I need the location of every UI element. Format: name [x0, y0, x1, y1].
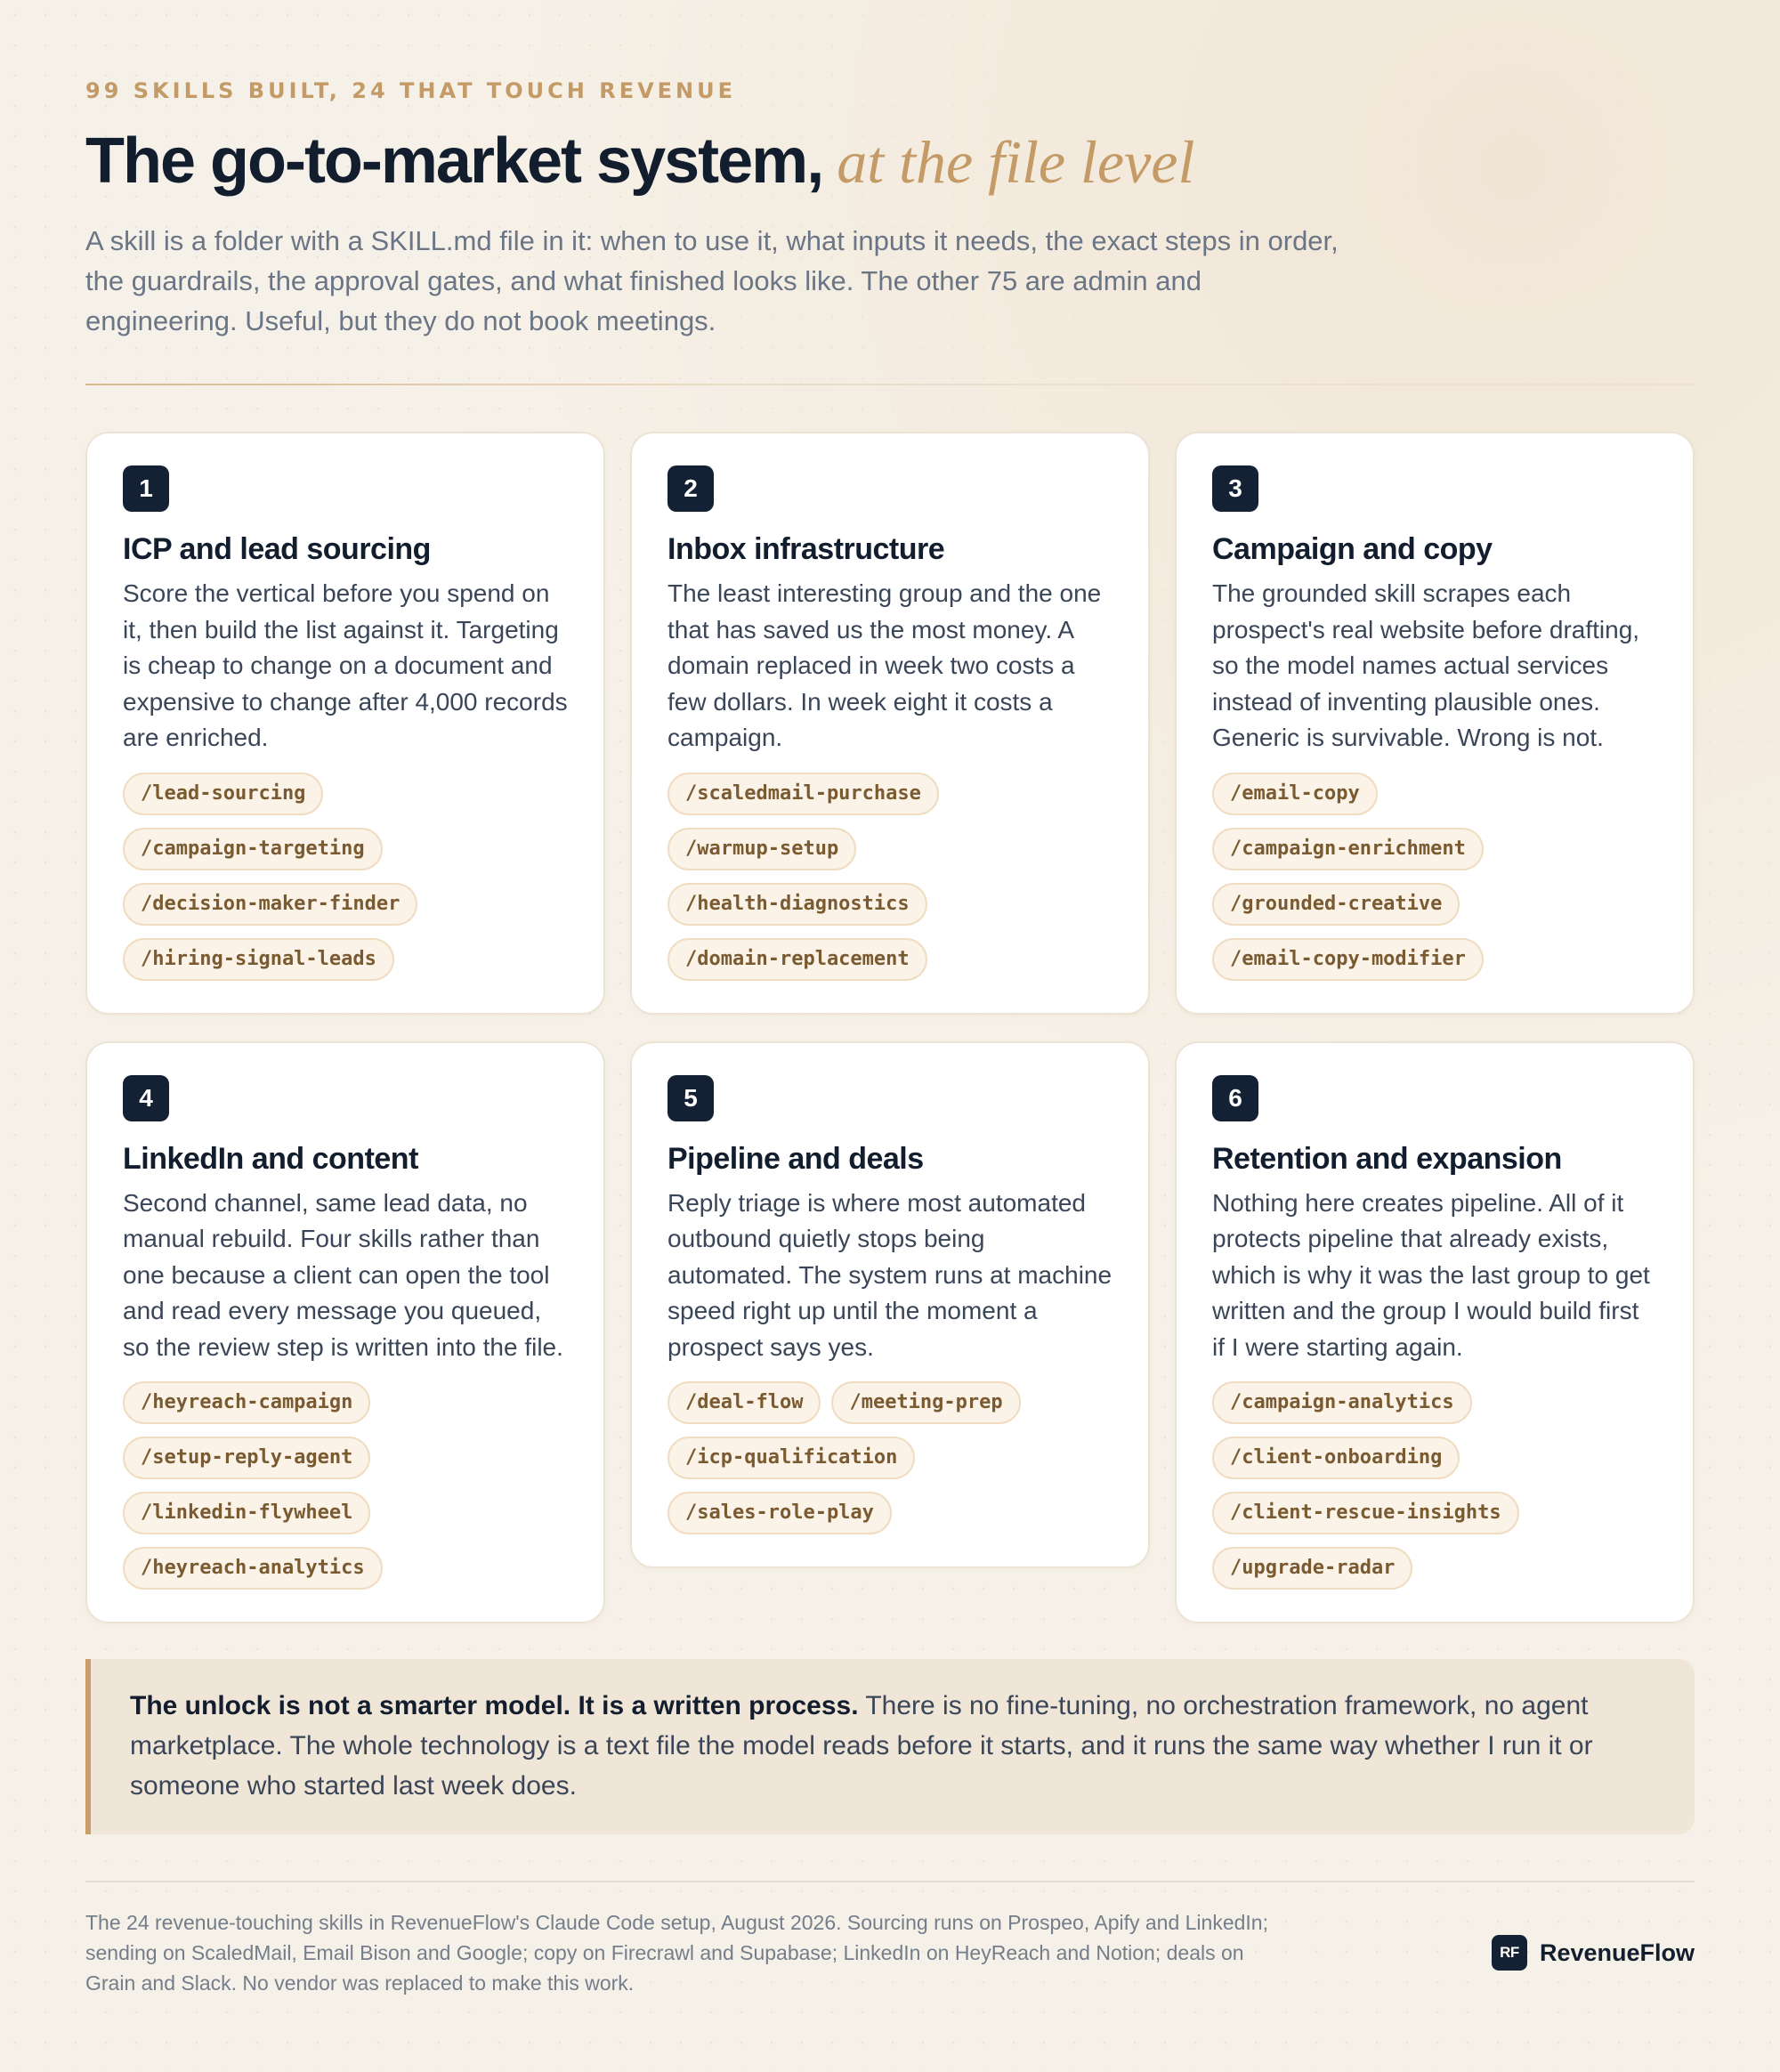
skill-chip-list — [1212, 773, 1657, 981]
skill-group-card — [1175, 1041, 1695, 1624]
group-title: Inbox infrastructure — [668, 532, 945, 566]
skill-chip: /campaign-targeting — [123, 828, 383, 870]
skill-chip: /health-diagnostics — [668, 883, 927, 926]
group-description: Reply triage is where most automated outbound quietly stops being automated. The system runs at machine speed right up until the moment a prospect says yes. — [668, 1188, 1112, 1361]
skill-chip-list — [668, 1381, 1112, 1534]
group-number-badge: 4 — [123, 1075, 169, 1121]
skill-chip: /email-copy — [1212, 773, 1378, 815]
group-description: Nothing here creates pipeline. All of it protects pipeline that already exists, which is why it was the last group to get written and the group I would build first if I were starting again. — [1212, 1188, 1650, 1361]
skill-chip: /warmup-setup — [668, 828, 856, 870]
skill-chip: /heyreach-analytics — [123, 1547, 383, 1590]
skill-chip: /email-copy-modifier — [1212, 938, 1484, 981]
skill-chip-list — [668, 773, 1112, 981]
group-title: LinkedIn and content — [123, 1141, 418, 1176]
skill-group-card — [85, 1041, 605, 1624]
group-description: Score the vertical before you spend on it, then build the list against it. Targeting is cheap to change on a document and expensive to change after 4,000 records are enriched. — [123, 579, 568, 751]
title-main: The go-to-market system, — [85, 125, 823, 197]
skill-chip: /deal-flow — [668, 1381, 821, 1424]
group-number-badge: 3 — [1212, 465, 1258, 512]
skill-chip-list — [123, 1381, 568, 1590]
footer — [85, 1907, 1695, 1998]
skill-chip: /scaledmail-purchase — [668, 773, 939, 815]
skill-chip: /setup-reply-agent — [123, 1437, 370, 1479]
brand — [1492, 1935, 1695, 1971]
group-description: The grounded skill scrapes each prospect's real website before drafting, so the model names actual services instead of inventing plausible ones. Generic is survivable. Wrong is not. — [1212, 579, 1640, 751]
group-title: Retention and expansion — [1212, 1141, 1562, 1176]
callout-lead: The unlock is not a smarter model. It is a written process. — [130, 1691, 859, 1720]
brand-name: RevenueFlow — [1539, 1938, 1695, 1966]
skill-group-card — [630, 1041, 1150, 1569]
skill-chip: /sales-role-play — [668, 1492, 892, 1534]
skill-chip: /campaign-analytics — [1212, 1381, 1472, 1424]
skill-chip: /heyreach-campaign — [123, 1381, 370, 1424]
callout — [85, 1659, 1695, 1834]
skill-chip: /domain-replacement — [668, 938, 927, 981]
footer-divider — [85, 1881, 1695, 1882]
group-title: Campaign and copy — [1212, 532, 1493, 566]
skill-chip: /hiring-signal-leads — [123, 938, 394, 981]
skill-group-card — [630, 432, 1150, 1015]
skill-groups-grid — [85, 432, 1695, 1623]
skill-group-card — [1175, 432, 1695, 1015]
group-number-badge: 1 — [123, 465, 169, 512]
skill-chip: /grounded-creative — [1212, 883, 1460, 926]
group-title: ICP and lead sourcing — [123, 532, 431, 566]
skill-chip: /icp-qualification — [668, 1437, 915, 1479]
divider — [85, 384, 1695, 385]
skill-chip: /meeting-prep — [831, 1381, 1020, 1424]
footer-note: The 24 revenue-touching skills in RevenueFlow's Claude Code setup, August 2026. Sourcing runs on Prospeo, Apify and LinkedIn; sending on ScaledMail, Email Bison and Google; copy on Firecrawl and Supabase; LinkedIn on HeyReach and Notion; deals on Grain and Slack. No vendor was replaced to make this work. — [85, 1911, 1268, 1995]
skill-group-card — [85, 432, 605, 1015]
group-number-badge: 2 — [668, 465, 714, 512]
group-description: Second channel, same lead data, no manual rebuild. Four skills rather than one because a client can open the tool and read every message you queued, so the review step is written into the file. — [123, 1188, 563, 1361]
skill-chip-list — [1212, 1381, 1657, 1590]
brand-logo-icon: RF — [1492, 1935, 1527, 1971]
skill-chip-list — [123, 773, 568, 981]
skill-chip: /upgrade-radar — [1212, 1547, 1412, 1590]
page-title — [85, 125, 1695, 205]
group-number-badge: 5 — [668, 1075, 714, 1121]
skill-chip: /lead-sourcing — [123, 773, 323, 815]
skill-chip: /linkedin-flywheel — [123, 1492, 370, 1534]
skill-chip: /client-rescue-insights — [1212, 1492, 1519, 1534]
title-accent: at the file level — [837, 128, 1195, 196]
callout-text: There is no fine-tuning, no orchestration framework, no agent marketplace. The whole technology is a text file the model reads before it starts, and it runs the same way whether I run it or someone who started last week does. — [130, 1691, 1593, 1801]
group-title: Pipeline and deals — [668, 1141, 924, 1176]
page — [85, 78, 1695, 1998]
group-description: The least interesting group and the one that has saved us the most money. A domain replaced in week two costs a few dollars. In week eight it costs a campaign. — [668, 579, 1102, 751]
skill-chip: /campaign-enrichment — [1212, 828, 1484, 870]
lede: A skill is a folder with a SKILL.md file in it: when to use it, what inputs it needs, the exact steps in order, the guardrails, the approval gates, and what finished looks like. The other 75 are admin and engineering. Useful, but they do not book meetings. — [85, 225, 1339, 336]
eyebrow: 99 SKILLS BUILT, 24 THAT TOUCH REVENUE — [85, 78, 737, 103]
skill-chip: /client-onboarding — [1212, 1437, 1460, 1479]
skill-chip: /decision-maker-finder — [123, 883, 417, 926]
group-number-badge: 6 — [1212, 1075, 1258, 1121]
